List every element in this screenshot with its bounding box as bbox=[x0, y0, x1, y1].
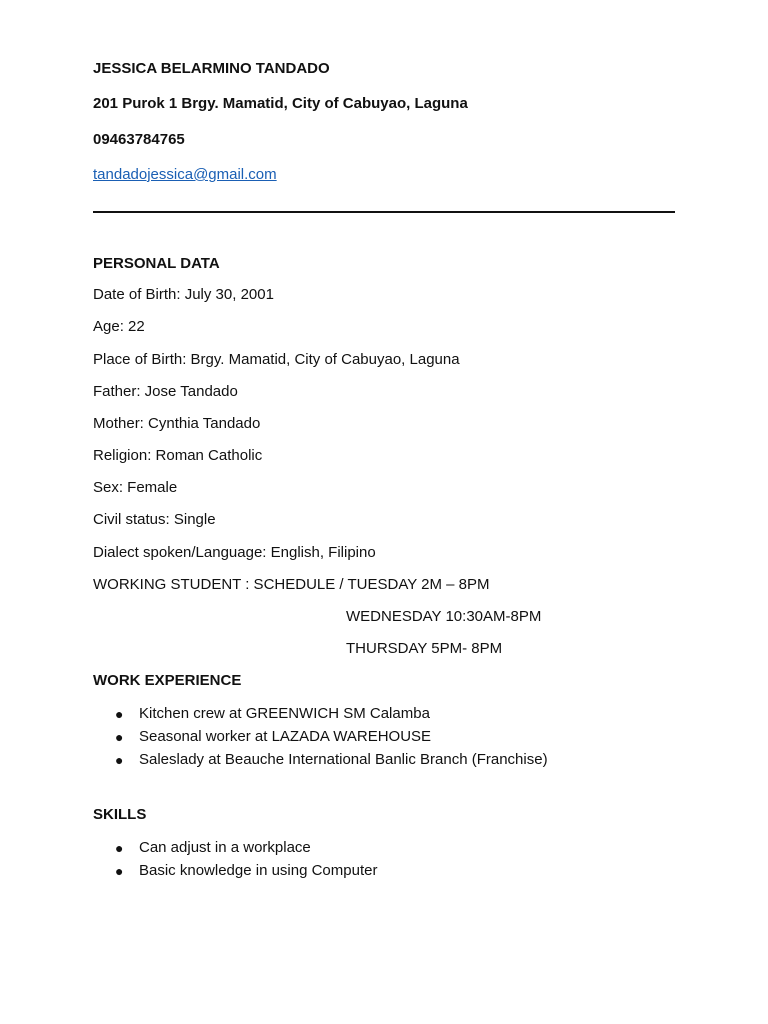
bullet-icon: ● bbox=[115, 863, 124, 879]
mother: Mother: Cynthia Tandado bbox=[93, 415, 261, 432]
work-item-text: Seasonal worker at LAZADA WAREHOUSE bbox=[139, 728, 432, 745]
civil-status: Civil status: Single bbox=[93, 511, 216, 528]
dialect-language: Dialect spoken/Language: English, Filipino bbox=[93, 544, 376, 561]
date-of-birth: Date of Birth: July 30, 2001 bbox=[93, 286, 274, 303]
age: Age: 22 bbox=[93, 318, 145, 335]
sex: Sex: Female bbox=[93, 479, 178, 496]
applicant-address: 201 Purok 1 Brgy. Mamatid, City of Cabuyao, Laguna bbox=[93, 95, 468, 112]
bullet-icon: ● bbox=[115, 706, 124, 722]
applicant-phone: 09463784765 bbox=[93, 131, 185, 148]
bullet-icon: ● bbox=[115, 729, 124, 745]
place-of-birth: Place of Birth: Brgy. Mamatid, City of Cabuyao, Laguna bbox=[93, 351, 460, 368]
work-item-text: Saleslady at Beauche International Banlic Branch (Franchise) bbox=[139, 751, 548, 768]
skills-heading: SKILLS bbox=[93, 806, 147, 823]
schedule-line-1: WORKING STUDENT : SCHEDULE / TUESDAY 2M – 8PM bbox=[93, 576, 490, 593]
work-experience-heading: WORK EXPERIENCE bbox=[93, 672, 242, 689]
religion: Religion: Roman Catholic bbox=[93, 447, 263, 464]
bullet-icon: ● bbox=[115, 752, 124, 768]
work-item-text: Kitchen crew at GREENWICH SM Calamba bbox=[139, 705, 430, 722]
schedule-line-3: THURSDAY 5PM- 8PM bbox=[346, 640, 503, 657]
father: Father: Jose Tandado bbox=[93, 383, 238, 400]
schedule-line-2: WEDNESDAY 10:30AM-8PM bbox=[346, 608, 542, 625]
skill-item-text: Can adjust in a workplace bbox=[139, 839, 311, 856]
skill-item-text: Basic knowledge in using Computer bbox=[139, 862, 378, 879]
applicant-name: JESSICA BELARMINO TANDADO bbox=[93, 60, 330, 77]
header-divider bbox=[93, 211, 675, 213]
personal-data-heading: PERSONAL DATA bbox=[93, 255, 220, 272]
bullet-icon: ● bbox=[115, 840, 124, 856]
email-link[interactable]: tandadojessica@gmail.com bbox=[93, 166, 277, 183]
